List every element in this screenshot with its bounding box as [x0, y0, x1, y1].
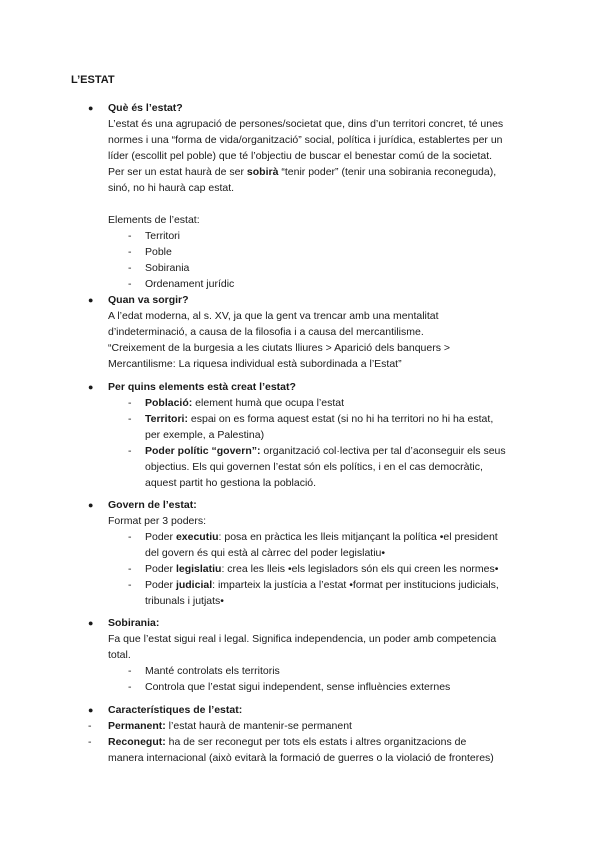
bullet-icon: ● — [88, 103, 94, 113]
list-item-reconegut: Reconegut: ha de ser reconegut per tots els estats i altres organitzacions de — [108, 736, 467, 748]
bullet-icon: ● — [88, 382, 94, 392]
heading-text: Característiques de l’estat: — [108, 704, 243, 716]
heading-text: Govern de l’estat: — [108, 499, 197, 511]
text-run: “tenir poder” (tenir una sobirania reconeguda), — [278, 166, 497, 178]
page-title: L’ESTAT — [71, 74, 115, 86]
heading-text: Per quins elements està creat l’estat? — [108, 381, 296, 393]
paragraph-line — [108, 164, 536, 180]
paragraph-line: A l’edat moderna, al s. XV, ja que la gent va trencar amb una mentalitat — [108, 310, 439, 322]
paragraph-line: líder (escollit pel poble) que té l’objectiu de buscar el benestar comú de la societat. — [108, 150, 493, 162]
list-item-permanent: Permanent: l’estat haurà de mantenir-se permanent — [108, 720, 352, 732]
text-run: Per ser un estat haurà de ser — [108, 166, 247, 178]
heading-text: Sobirania: — [108, 617, 160, 629]
dash-marker: - — [88, 720, 92, 732]
paragraph-line: d’indeterminació, a causa de la filosofia i a causa del mercantilisme. — [108, 326, 424, 338]
paragraph-line: L’estat és una agrupació de persones/societat que, dins d’un territori concret, té unes — [108, 118, 504, 130]
list-item-continuation: manera internacional (això evitarà la formació de guerres o la violació de fronteres) — [108, 752, 494, 764]
paragraph-line: Format per 3 poders: — [108, 515, 207, 527]
heading-text: Quan va sorgir? — [108, 294, 189, 306]
bold-text: sobirà — [246, 166, 279, 178]
paragraph-line: Mercantilisme: La riquesa individual està subordinada a l’Estat” — [108, 358, 402, 370]
dash-marker: - — [88, 736, 92, 748]
heading-text: Què és l’estat? — [108, 102, 183, 114]
paragraph-line: Fa que l’estat sigui real i legal. Significa independencia, un poder amb competencia — [108, 633, 497, 645]
paragraph-line: “Creixement de la burgesia a les ciutats lliures > Aparició dels banquers > — [108, 342, 451, 354]
paragraph-line: total. — [108, 649, 131, 661]
bullet-icon: ● — [88, 705, 94, 715]
paragraph-line: normes i una “forma de vida/organització” social, política i jurídica, establertes per un — [108, 134, 503, 146]
paragraph-line: sinó, no hi haurà cap estat. — [108, 182, 235, 194]
bullet-icon: ● — [88, 295, 94, 305]
elements-label: Elements de l’estat: — [108, 214, 200, 226]
bullet-icon: ● — [88, 618, 94, 628]
document-page: L’ESTAT ● Què és l’estat? L’estat és una agrupació de persones/societat que, dins d’un territori concret, té unes normes i una “forma de vida/organització” social, política i jurídica, establertes per un líder (escollit pel poble) que té l’objectiu de buscar el benestar comú de la societat. Per ser un estat haurà de ser sobirà “tenir poder” (tenir una sobirania reconeguda), sinó, no hi haurà cap estat. Elements de l’estat: - Territori - Poble - Sobirania - Ordenament jurídic ● Quan va sorgir? A l’edat moderna, al s. XV, ja que la gent va trencar amb una mentalitat d’indeterminació, a causa de la filosofia i a causa del mercantilisme. “Creixement de la burgesia a les ciutats lliures > Aparició dels banquers > Mercantilisme: La riquesa individual està subordinada a l’Estat” ● Per quins elements està creat l’estat? - Població: element humà que ocupa l’estat - Territori: espai on es forma aquest estat (si no hi ha territori no hi ha estat, per exemple, a Palestina) - Poder polític “govern”: organització col·lectiva per tal d’aconseguir els seus objectius. Els qui governen l’estat són els polítics, i en el cas democràtic, aquest partit ho gestiona la població. ● Govern de l’estat: Format per 3 poders: - Poder executiu: posa en pràctica les lleis mitjançant la política •el president del govern és qui està al càrrec del poder legislatiu• - Poder legislatiu: crea les lleis •els legisladors són els qui creen les normes• - Poder judicial: imparteix la justícia a l’estat •format per institucions judicials, tribunals i jutjats• ● Sobirania: Fa que l’estat sigui real i legal. Significa independencia, un poder amb competencia total. - Manté controlats els territoris - Controla que l’estat sigui independent, sense influències externes ● Característiques de l’estat: - Permanent: l’estat haurà de mantenir-se permanent - Reconegut: ha de ser reconegut per tots els estats i altres organitzacions de manera internacional (això evitarà la formació de guerres o la violació de fronteres) — [0, 0, 600, 848]
bullet-icon: ● — [88, 500, 94, 510]
